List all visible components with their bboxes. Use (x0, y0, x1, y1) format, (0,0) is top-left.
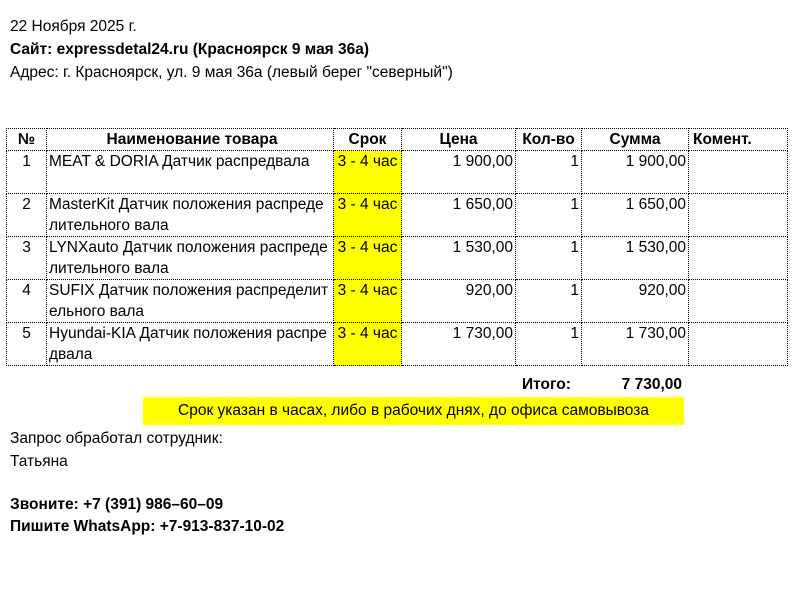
table-row (7, 237, 788, 280)
row-comment (689, 194, 788, 237)
table-row (7, 323, 788, 366)
col-header-name: Наименование товара (47, 129, 334, 151)
col-header-sum: Сумма (582, 129, 689, 151)
table-row (7, 280, 788, 323)
col-header-num: № (7, 129, 47, 151)
row-qty: 1 (516, 194, 582, 237)
address-line: Адрес: г. Красноярск, ул. 9 мая 36а (левый берег "северный") (10, 64, 453, 81)
table-row (7, 151, 788, 194)
table-row (7, 194, 788, 237)
total-value: 7 730,00 (621, 376, 682, 393)
col-header-qty: Кол-во (516, 129, 582, 151)
row-qty: 1 (516, 323, 582, 366)
whatsapp-line: Пишите WhatsApp: +7-913-837-10-02 (10, 518, 285, 535)
row-term: 3 - 4 час (334, 151, 402, 194)
delivery-term-note: Срок указан в часах, либо в рабочих днях, до офиса самовывоза (143, 397, 684, 425)
row-comment (689, 323, 788, 366)
row-name: MEAT & DORIA Датчик распредвала (47, 151, 334, 194)
row-name: LYNXauto Датчик положения распределительного вала (47, 237, 334, 280)
row-name: Hyundai-KIA Датчик положения распредвала (47, 323, 334, 366)
col-header-price: Цена (402, 129, 516, 151)
row-sum: 1 650,00 (582, 194, 689, 237)
row-num: 1 (7, 151, 47, 194)
col-header-term: Срок (334, 129, 402, 151)
row-num: 2 (7, 194, 47, 237)
row-term: 3 - 4 час (334, 323, 402, 366)
row-name: MasterKit Датчик положения распределительного вала (47, 194, 334, 237)
row-term: 3 - 4 час (334, 194, 402, 237)
employee-name: Татьяна (10, 453, 68, 470)
site-line: Сайт: expressdetal24.ru (Красноярск 9 мая 36а) (10, 41, 370, 58)
processed-by-label: Запрос обработал сотрудник: (10, 430, 223, 447)
row-sum: 1 530,00 (582, 237, 689, 280)
row-term: 3 - 4 час (334, 280, 402, 323)
total-label: Итого: (522, 376, 571, 393)
row-sum: 1 900,00 (582, 151, 689, 194)
row-comment (689, 151, 788, 194)
row-price: 1 530,00 (402, 237, 516, 280)
col-header-comment: Комент. (689, 129, 788, 151)
row-term: 3 - 4 час (334, 237, 402, 280)
row-price: 1 730,00 (402, 323, 516, 366)
row-comment (689, 237, 788, 280)
row-qty: 1 (516, 237, 582, 280)
row-num: 3 (7, 237, 47, 280)
row-qty: 1 (516, 280, 582, 323)
phone-line: Звоните: +7 (391) 986–60–09 (10, 496, 224, 513)
row-num: 4 (7, 280, 47, 323)
table-header-row (7, 129, 788, 151)
row-sum: 1 730,00 (582, 323, 689, 366)
row-num: 5 (7, 323, 47, 366)
row-price: 1 900,00 (402, 151, 516, 194)
row-price: 1 650,00 (402, 194, 516, 237)
row-name: SUFIX Датчик положения распределительного вала (47, 280, 334, 323)
row-price: 920,00 (402, 280, 516, 323)
row-sum: 920,00 (582, 280, 689, 323)
document-date: 22 Ноября 2025 г. (10, 18, 137, 35)
row-qty: 1 (516, 151, 582, 194)
order-table (6, 128, 788, 366)
row-comment (689, 280, 788, 323)
